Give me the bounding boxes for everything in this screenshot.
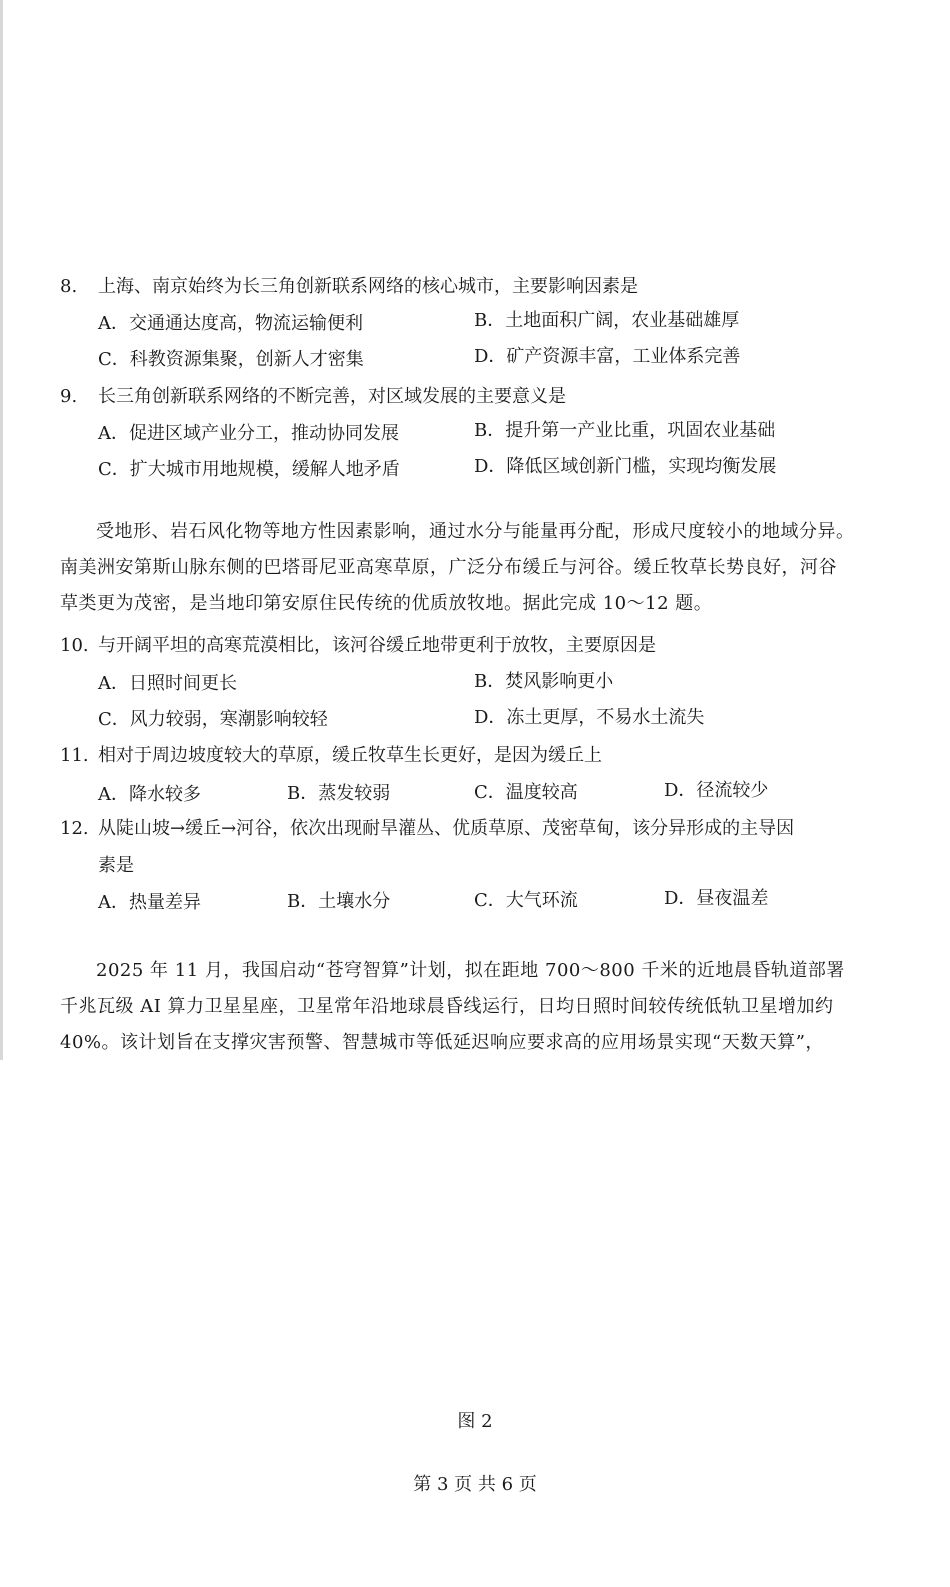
question-12-option-d: D．昼夜温差	[664, 888, 769, 909]
question-number: 12.	[60, 818, 89, 839]
question-10-option-b: B．焚风影响更小	[474, 671, 614, 692]
question-9-option-d: D．降低区域创新门槛，实现均衡发展	[474, 456, 777, 477]
question-text: 上海、南京始终为长三角创新联系网络的核心城市，主要影响因素是	[98, 276, 638, 297]
question-11-option-b: B．蒸发较弱	[287, 783, 391, 804]
question-text: 长三角创新联系网络的不断完善，对区域发展的主要意义是	[98, 386, 566, 407]
question-11-option-c: C．温度较高	[474, 782, 578, 803]
question-12-option-c: C．大气环流	[474, 890, 578, 911]
question-11-option-a: A．降水较多	[98, 784, 201, 805]
question-12-stem	[60, 816, 794, 842]
question-9-option-a: A．促进区域产业分工，推动协同发展	[98, 423, 399, 444]
question-text: 从陡山坡→缓丘→河谷，依次出现耐旱灌丛、优质草原、茂密草甸，该分异形成的主导因	[98, 818, 795, 839]
question-8-option-d: D．矿产资源丰富，工业体系完善	[474, 346, 741, 367]
passage-line: 40%。该计划旨在支撑灾害预警、智慧城市等低延迟响应要求高的应用场景实现“天数天算”，	[60, 1032, 824, 1053]
question-text: 相对于周边坡度较大的草原，缓丘牧草生长更好，是因为缓丘上	[98, 745, 602, 766]
question-11-stem	[60, 743, 602, 769]
question-8-stem	[60, 274, 638, 300]
question-10-option-c: C．风力较弱，寒潮影响较轻	[98, 709, 328, 730]
question-12-stem-continued: 素是	[98, 855, 134, 876]
question-number: 10.	[60, 635, 89, 656]
question-8-option-a: A．交通通达度高，物流运输便利	[98, 313, 363, 334]
question-8-option-c: C．科教资源集聚，创新人才密集	[98, 349, 364, 370]
question-9-option-c: C．扩大城市用地规模，缓解人地矛盾	[98, 459, 400, 480]
question-text: 与开阔平坦的高寒荒漠相比，该河谷缓丘地带更利于放牧，主要原因是	[98, 635, 656, 656]
passage-line: 千兆瓦级 AI 算力卫星星座，卫星常年沿地球晨昏线运行，日均日照时间较传统低轨卫星增加约	[60, 996, 834, 1017]
passage-line: 草类更为茂密，是当地印第安原住民传统的优质放牧地。据此完成 10～12 题。	[60, 593, 713, 614]
figure-label: 图 2	[457, 1411, 493, 1432]
question-10-stem	[60, 633, 656, 659]
passage-line: 受地形、岩石风化物等地方性因素影响，通过水分与能量再分配，形成尺度较小的地域分异。	[96, 521, 855, 542]
question-10-option-a: A．日照时间更长	[98, 673, 237, 694]
question-number: 11.	[60, 745, 89, 766]
passage-2	[60, 953, 890, 1061]
question-10-option-d: D．冻土更厚，不易水土流失	[474, 707, 705, 728]
question-number: 9.	[60, 386, 78, 407]
passage-line: 南美洲安第斯山脉东侧的巴塔哥尼亚高寒草原，广泛分布缓丘与河谷。缓丘牧草长势良好，河谷	[60, 557, 837, 578]
question-9-stem	[60, 384, 566, 410]
question-number: 8.	[60, 276, 78, 297]
question-12-option-a: A．热量差异	[98, 892, 201, 913]
passage-line: 2025 年 11 月，我国启动“苍穹智算”计划，拟在距地 700～800 千米的近地晨昏轨道部署	[96, 960, 845, 981]
question-12-option-b: B．土壤水分	[287, 891, 391, 912]
question-9-option-b: B．提升第一产业比重，巩固农业基础	[474, 420, 776, 441]
page-footer: 第 3 页 共 6 页	[413, 1474, 537, 1495]
question-11-option-d: D．径流较少	[664, 780, 769, 801]
scan-edge	[0, 0, 3, 1060]
question-8-option-b: B．土地面积广阔，农业基础雄厚	[474, 310, 740, 331]
passage-1	[60, 514, 890, 622]
